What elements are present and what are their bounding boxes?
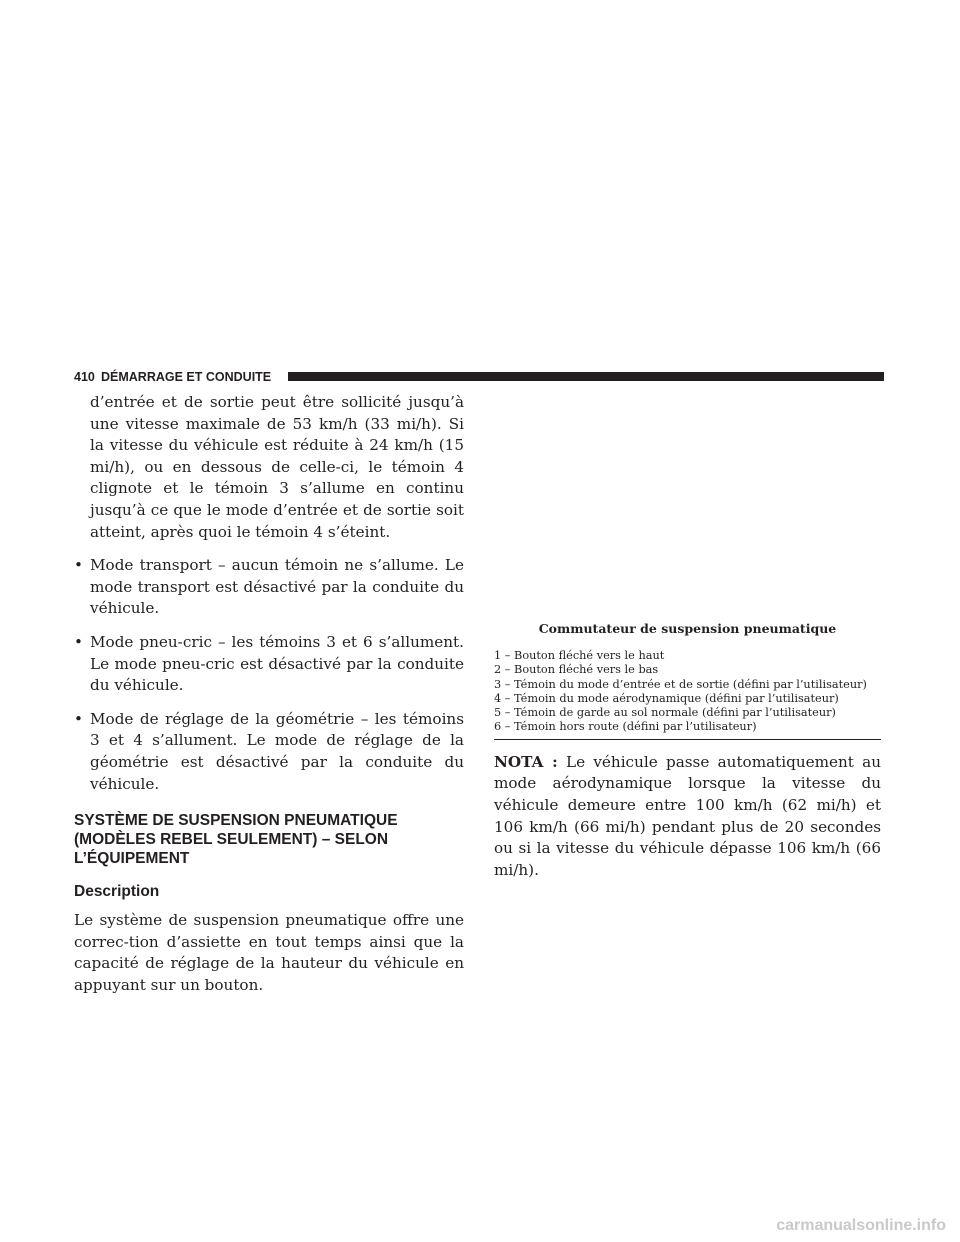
legend-item: 4 – Témoin du mode aérodynamique (défini par l’utilisateur) <box>494 691 839 705</box>
legend-item: 6 – Témoin hors route (défini par l’utilisateur) <box>494 720 757 734</box>
legend-item: 3 – Témoin du mode d’entrée et de sortie (défini par l’utilisateur) <box>494 677 867 691</box>
continued-paragraph: d’entrée et de sortie peut être sollicité jusqu’à une vitesse maximale de 53 km/h (33 mi/h). Si la vitesse du véhicule est réduite à 24 km/h (15 mi/h), ou en dessous de celle-ci, le témoin 4 clignote et le témoin 3 s’allume en continu jusqu’à ce que le mode d’entrée et de sortie soit atteint, après quoi le témoin 4 s’éteint. <box>90 393 464 541</box>
section-heading <box>74 811 464 868</box>
figure-legend <box>494 649 881 735</box>
page-number: 410 <box>74 370 95 384</box>
list-item-text: Mode pneu-cric – les témoins 3 et 6 s’allument. Le mode pneu-cric est désactivé par la conduite du véhicule. <box>90 632 464 695</box>
list-item <box>74 632 464 697</box>
note-label: NOTA : <box>494 752 558 771</box>
list-item-text: Mode transport – aucun témoin ne s’allume. Le mode transport est désactivé par la conduite du véhicule. <box>90 556 464 618</box>
section-title: DÉMARRAGE ET CONDUITE <box>101 370 272 384</box>
list-item <box>74 555 464 620</box>
description-paragraph: Le système de suspension pneumatique offre une correc-tion d’assiette en tout temps ainsi que la capacité de réglage de la hauteur du véhicule en appuyant sur un bouton. <box>74 911 464 994</box>
note-paragraph <box>494 752 881 882</box>
bullet-symbol: • <box>74 556 83 575</box>
section-heading-line: SYSTÈME DE SUSPENSION PNEUMATIQUE <box>74 812 398 830</box>
watermark: carmanualsonline.info <box>776 1217 946 1234</box>
figure-caption: Commutateur de suspension pneumatique <box>538 621 837 636</box>
note-text: Le véhicule passe automatiquement au mode aérodynamique lorsque la vitesse du véhicule demeure entre 100 km/h (62 mi/h) et 106 km/h (66 mi/h) pendant plus de 20 secondes ou si la vitesse du véhicule dépasse 106 km/h (66 mi/h). <box>494 752 881 879</box>
header-rule-bar <box>288 372 884 381</box>
legend-item: 2 – Bouton fléché vers le bas <box>494 663 659 677</box>
section-heading-line: L’ÉQUIPEMENT <box>74 850 190 868</box>
legend-item: 1 – Bouton fléché vers le haut <box>494 649 665 662</box>
right-column <box>494 620 881 897</box>
list-item-text: Mode de réglage de la géométrie – les témoins 3 et 4 s’allument. Le mode de réglage de la géométrie est désactivé par la conduite du véhicule. <box>90 709 464 793</box>
list-item <box>74 709 464 795</box>
left-column <box>74 392 464 996</box>
page-header <box>74 369 884 385</box>
bullet-symbol: • <box>74 632 83 651</box>
legend-divider <box>494 739 881 740</box>
section-heading-line: (MODÈLES REBEL SEULEMENT) – SELON <box>74 831 389 849</box>
legend-item: 5 – Témoin de garde au sol normale (défini par l’utilisateur) <box>494 706 836 720</box>
bullet-symbol: • <box>74 709 83 728</box>
subheading: Description <box>74 883 160 901</box>
